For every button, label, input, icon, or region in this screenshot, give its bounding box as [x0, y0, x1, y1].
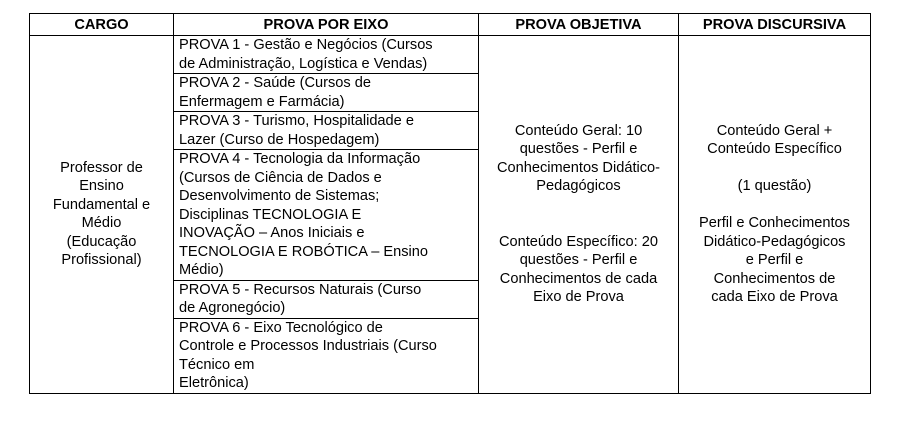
prova-2-cell [174, 74, 479, 112]
prova-5-line: PROVA 5 - Recursos Naturais (Curso [179, 281, 422, 298]
objetiva-geral-line: Pedagógicos [536, 178, 621, 195]
cargo-cell [30, 36, 174, 394]
header-row [30, 14, 871, 36]
prova-3-line: PROVA 3 - Turismo, Hospitalidade e [179, 113, 414, 129]
discursiva-spacer [683, 196, 866, 215]
objetiva-especifico-line: Conteúdo Específico: 20 [498, 233, 658, 250]
prova-4-line: Desenvolvimento de Sistemas; [179, 188, 380, 204]
prova-6-line: Técnico em [179, 356, 255, 373]
objetiva-especifico-line: Eixo de Prova [533, 289, 624, 306]
header-prova-discursiva: PROVA DISCURSIVA [679, 14, 871, 36]
objetiva-geral-line: Conhecimentos Didático- [496, 159, 661, 176]
cargo-line: (Educação [66, 233, 137, 250]
prova-1-line: de Administração, Logística e Vendas) [179, 55, 428, 72]
prova-5-cell [174, 280, 479, 318]
discursiva-perfil-line: Conhecimentos de [713, 270, 836, 287]
prova-4-line: Médio) [179, 262, 224, 278]
prova-6-cell [174, 318, 479, 393]
objetiva-cell [479, 36, 679, 394]
exam-table [29, 13, 871, 394]
prova-1-cell [174, 36, 479, 74]
objetiva-spacer [483, 196, 674, 215]
prova-3-cell [174, 112, 479, 150]
prova-1-line: PROVA 1 - Gestão e Negócios (Cursos [179, 37, 433, 53]
cargo-line: Ensino [79, 178, 124, 195]
cargo-line: Professor de [60, 159, 143, 176]
prova-4-cell [174, 150, 479, 281]
discursiva-questoes-line: (1 questão) [737, 178, 812, 195]
table-row [30, 36, 871, 74]
discursiva-cell [679, 36, 871, 394]
objetiva-geral-line: Conteúdo Geral: 10 [514, 122, 643, 139]
prova-5-line: de Agronegócio) [179, 300, 286, 316]
prova-6-line: Controle e Processos Industriais (Curso [179, 338, 437, 354]
discursiva-conteudo-line: Conteúdo Específico [707, 141, 842, 158]
objetiva-spacer [483, 214, 674, 233]
prova-6-line: PROVA 6 - Eixo Tecnológico de [179, 319, 383, 336]
prova-4-line: TECNOLOGIA E ROBÓTICA – Ensino [179, 243, 428, 260]
prova-2-line: Enfermagem e Farmácia) [179, 93, 345, 110]
discursiva-spacer [683, 159, 866, 178]
objetiva-geral-line: questões - Perfil e [519, 141, 638, 158]
prova-6-line: Eletrônica) [179, 375, 249, 391]
objetiva-especifico-line: questões - Perfil e [519, 252, 638, 269]
prova-4-line: INOVAÇÃO – Anos Iniciais e [179, 225, 365, 241]
header-prova-por-eixo: PROVA POR EIXO [174, 14, 479, 36]
header-cargo: CARGO [30, 14, 174, 36]
discursiva-perfil-line: Didático-Pedagógicos [703, 233, 846, 250]
objetiva-especifico-line: Conhecimentos de cada [499, 270, 658, 287]
discursiva-perfil-line: Perfil e Conhecimentos [699, 215, 850, 232]
prova-3-line: Lazer (Curso de Hospedagem) [179, 131, 380, 148]
cargo-line: Fundamental e [52, 196, 151, 213]
discursiva-perfil-line: cada Eixo de Prova [711, 289, 838, 306]
prova-2-line: PROVA 2 - Saúde (Cursos de [179, 75, 371, 91]
cargo-line: Profissional) [61, 252, 142, 269]
discursiva-perfil-line: e Perfil e [745, 252, 804, 269]
prova-4-line: Disciplinas TECNOLOGIA E [179, 206, 362, 223]
prova-4-line: PROVA 4 - Tecnologia da Informação [179, 151, 421, 167]
prova-4-line: (Cursos de Ciência de Dados e [179, 169, 382, 186]
header-prova-objetiva: PROVA OBJETIVA [479, 14, 679, 36]
cargo-line: Médio [81, 215, 122, 232]
discursiva-conteudo-line: Conteúdo Geral + [716, 122, 833, 139]
